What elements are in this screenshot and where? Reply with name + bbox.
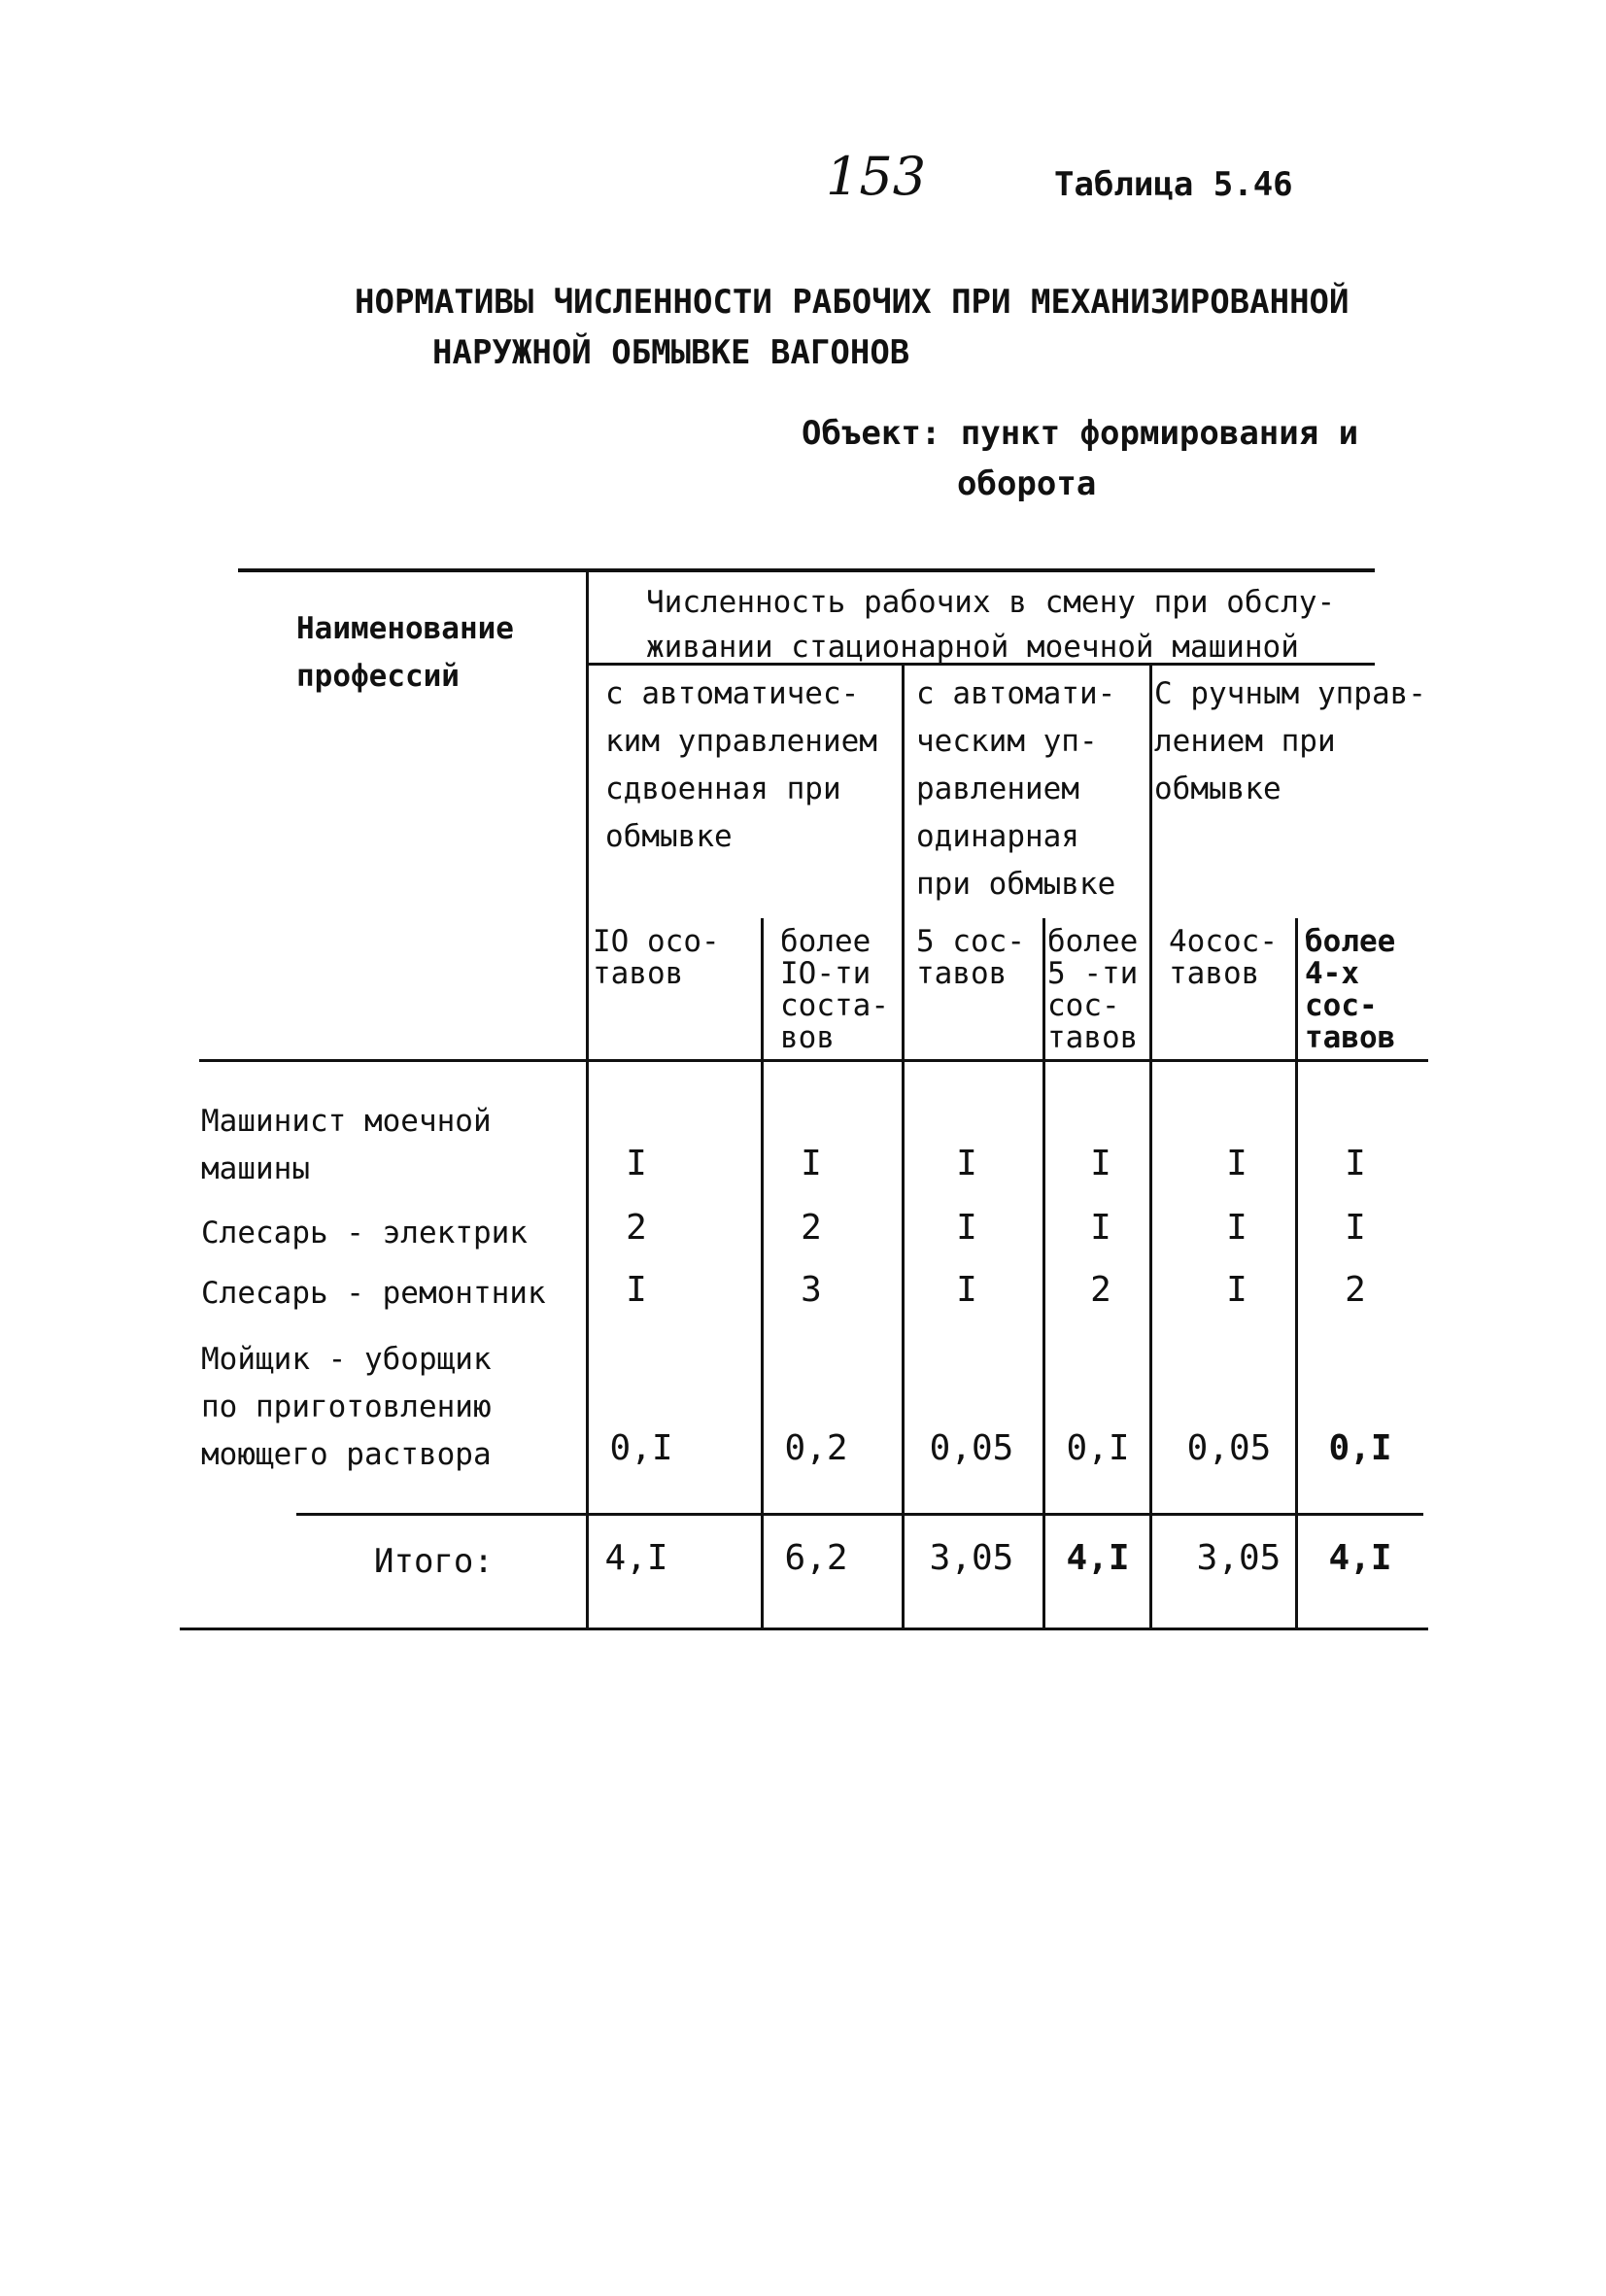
table-cell: 0,I: [1328, 1428, 1392, 1468]
col-divider-profession: [586, 568, 589, 1628]
table-cell: 2: [626, 1208, 647, 1248]
col-divider-group-2: [1149, 666, 1152, 1628]
row-name-machinist: Машинист моечной машины: [201, 1104, 492, 1186]
table-cell: I: [801, 1144, 822, 1183]
staffing-table: [180, 568, 1426, 1637]
subheader-5: 4осос- тавов: [1169, 924, 1278, 991]
table-cell: I: [1345, 1144, 1366, 1183]
total-cell: 4,I: [1328, 1538, 1392, 1578]
table-top-rule: [238, 568, 1375, 572]
table-cell: 0,2: [784, 1428, 848, 1468]
subheader-4: более 5 -ти сос- тавов: [1047, 924, 1139, 1055]
title-line-2: НАРУЖНОЙ ОБМЫВКЕ ВАГОНОВ: [432, 333, 910, 372]
subheader-2: более IO-ти соста- вов: [780, 924, 889, 1055]
table-cell: 3: [801, 1270, 822, 1310]
col-divider-5: [1295, 918, 1298, 1628]
col-divider-group: [902, 666, 905, 1628]
group-header-manual: С ручным управ- лением при обмывке: [1154, 676, 1426, 806]
row-name-repairman: Слесарь - ремонтник: [201, 1276, 546, 1311]
total-rule: [296, 1513, 1423, 1516]
group-header-automatic-single: с автомати- ческим уп- равлением одинарная при обмывке: [916, 676, 1116, 902]
table-cell: I: [1226, 1208, 1247, 1248]
header-bottom-rule: [199, 1059, 1428, 1062]
table-cell: 0,I: [1066, 1428, 1130, 1468]
title-line-1: НОРМАТИВЫ ЧИСЛЕННОСТИ РАБОЧИХ ПРИ МЕХАНИЗИРОВАННОЙ: [355, 283, 1350, 322]
subheader-1: IO осо- тавов: [593, 924, 720, 991]
table-cell: I: [956, 1270, 977, 1310]
table-cell: I: [626, 1144, 647, 1183]
row-name-electrician: Слесарь - электрик: [201, 1216, 528, 1251]
table-cell: 2: [801, 1208, 822, 1248]
table-cell: I: [1226, 1144, 1247, 1183]
page-number: 153: [826, 146, 927, 207]
subheader-3: 5 сос- тавов: [916, 924, 1025, 991]
table-bottom-rule: [180, 1628, 1428, 1630]
col-divider-3: [1042, 918, 1045, 1628]
row-name-washer: Мойщик - уборщик по приготовлению моющего раствора: [201, 1342, 492, 1472]
total-cell: 6,2: [784, 1538, 848, 1578]
total-cell: 3,05: [929, 1538, 1014, 1578]
table-cell: I: [956, 1144, 977, 1183]
object-line-2: оборота: [957, 464, 1097, 503]
table-cell: I: [956, 1208, 977, 1248]
table-cell: 0,05: [1186, 1428, 1272, 1468]
total-cell: 4,I: [1066, 1538, 1130, 1578]
total-label: Итого:: [374, 1542, 494, 1581]
object-note: [802, 408, 1358, 509]
table-cell: I: [626, 1270, 647, 1310]
table-cell: 2: [1345, 1270, 1366, 1310]
table-cell: I: [1090, 1144, 1111, 1183]
table-cell: 0,I: [609, 1428, 673, 1468]
object-line-1: Объект: пункт формирования и: [802, 414, 1359, 453]
table-cell: 2: [1090, 1270, 1111, 1310]
table-label: Таблица 5.46: [1054, 165, 1293, 204]
document-title: [355, 277, 1350, 378]
total-cell: 4,I: [604, 1538, 668, 1578]
main-header: Численность рабочих в смену при обслу- живании стационарной моечной машиной: [646, 585, 1336, 665]
table-cell: I: [1345, 1208, 1366, 1248]
table-cell: I: [1226, 1270, 1247, 1310]
table-cell: 0,05: [929, 1428, 1014, 1468]
subheader-6: более 4-х сос- тавов: [1305, 924, 1396, 1055]
table-cell: I: [1090, 1208, 1111, 1248]
group-header-automatic-double: с автоматичес- ким управлением сдвоенная при обмывке: [605, 676, 877, 854]
total-cell: 3,05: [1196, 1538, 1281, 1578]
profession-header: Наименование профессий: [296, 611, 514, 694]
